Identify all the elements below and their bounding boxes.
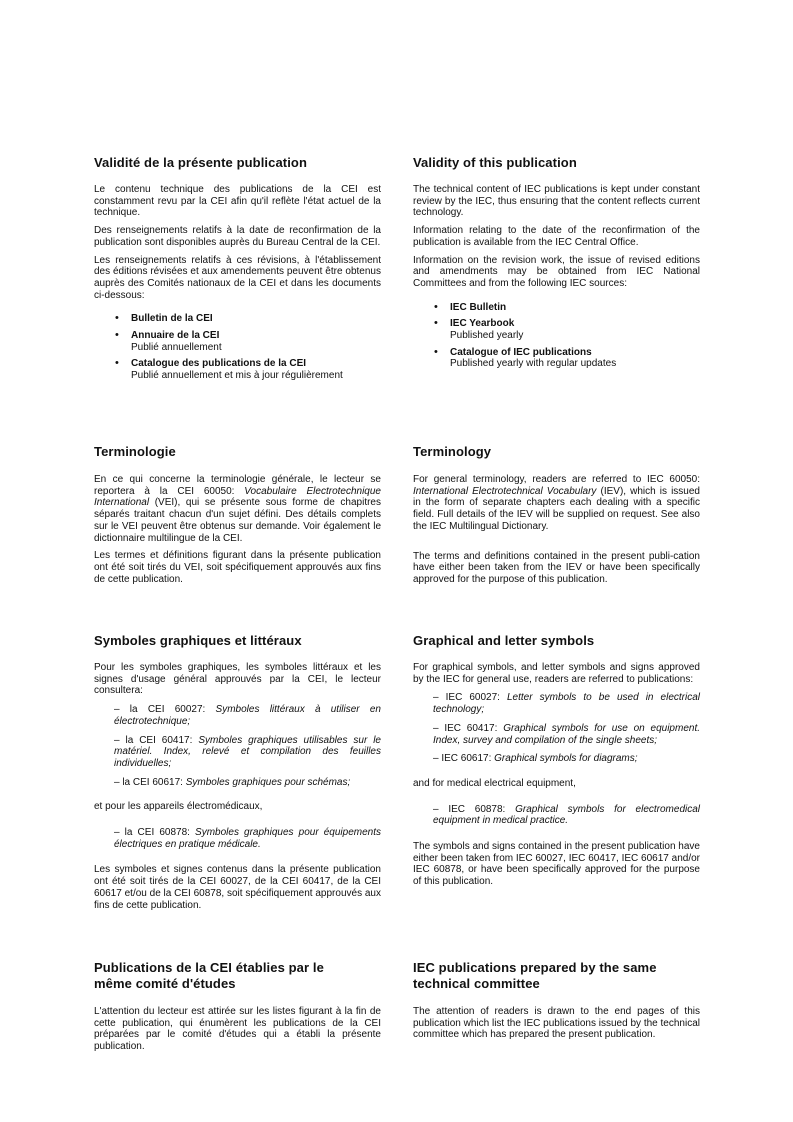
heading-line: IEC publications prepared by the same xyxy=(413,960,657,975)
paragraph: L'attention du lecteur est attirée sur les listes figurant à la fin de cette publication, qui énumèrent les publications de la CEI préparées par le comité d'études qui a établi la présente publication. xyxy=(94,1006,381,1053)
paragraph: Les renseignements relatifs à ces révisions, à l'établissement des éditions révisées et aux amendements peuvent être obtenus auprès des Comités nationaux de la CEI et dans les documents ci-dessous: xyxy=(94,254,381,301)
symbols-section xyxy=(413,633,700,894)
text-run: (VEI), qui se présente sous forme de chapitres séparés traitant chacun d'un sujet défini. Des détails complets sur le VEI peuvent être obtenus sur demande. Voir également le dictionnaire multilingue de la CEI. xyxy=(94,497,381,544)
paragraph: For graphical symbols, and letter symbols and signs approved by the IEC for general use, readers are referred to publications: xyxy=(413,662,700,685)
list-item xyxy=(94,704,381,727)
standard-ref: – la CEI 60878: xyxy=(114,827,196,839)
standards-list xyxy=(413,692,700,765)
sources-list xyxy=(413,302,700,371)
heading-line: même comité d'études xyxy=(94,976,236,991)
list-item xyxy=(413,302,700,314)
list-item xyxy=(413,347,700,370)
paragraph: and for medical electrical equipment, xyxy=(413,777,576,789)
list-item xyxy=(413,692,700,715)
paragraph xyxy=(413,474,700,533)
item-title: • Annuaire de la CEI xyxy=(131,330,220,342)
list-item xyxy=(94,330,381,353)
standard-title: Letter symbols to be used in electrical technology; xyxy=(433,692,700,716)
paragraph: The technical content of IEC publications is kept under constant review by the IEC, thus ensuring that the content reflects current technology. xyxy=(413,184,700,219)
standards-list xyxy=(94,827,381,850)
section-heading: Validité de la présente publication xyxy=(94,155,307,170)
item-title: • IEC Yearbook xyxy=(450,318,515,330)
paragraph: The attention of readers is drawn to the end pages of this publication which list the IEC publications issued by the technical committee which has prepared the present publication. xyxy=(413,1006,700,1041)
paragraph: et pour les appareils électromédicaux, xyxy=(94,801,263,813)
section-heading: Terminology xyxy=(413,444,492,459)
italic-title: Vocabulaire Electrotechnique International xyxy=(94,485,381,509)
item-subtitle: Publié annuellement et mis à jour régulièrement xyxy=(131,370,343,382)
text-run: (IEV), which is issued in the form of separate chapters each dealing with a specific field. Full details of the IEV will be supplied on request. See also the IEC Multilingual Dictionary. xyxy=(413,485,700,532)
symbols-section xyxy=(94,633,381,917)
item-subtitle: Published yearly xyxy=(450,330,524,342)
list-item xyxy=(413,723,700,746)
paragraph: The terms and definitions contained in the present publi-cation have either been taken from the IEV or have been specifically approved for the purpose of this publication. xyxy=(413,550,700,585)
standards-list xyxy=(94,704,381,788)
item-subtitle: Published yearly with regular updates xyxy=(450,358,617,370)
section-heading: Terminologie xyxy=(94,444,176,459)
heading-line: technical committee xyxy=(413,976,540,991)
terminology-section xyxy=(413,444,700,592)
item-title: • Catalogue of IEC publications xyxy=(450,346,592,358)
text-run: For general terminology, readers are referred to IEC 60050: xyxy=(413,474,700,485)
item-title: • IEC Bulletin xyxy=(450,301,507,313)
paragraph: Pour les symboles graphiques, les symboles littéraux et les signes d'usage général approuvés par la CEI, le lecteur consultera: xyxy=(94,662,381,697)
section-heading xyxy=(413,960,700,992)
section-heading: Graphical and letter symbols xyxy=(413,633,595,648)
heading-line: Publications de la CEI établies par le xyxy=(94,960,324,975)
standard-title: Symboles littéraux à utiliser en électrotechnique; xyxy=(114,704,381,727)
paragraph xyxy=(94,474,381,544)
sources-list xyxy=(94,313,381,382)
list-item xyxy=(413,804,700,827)
standard-ref: – IEC 60878: xyxy=(433,803,516,815)
standard-title: Symboles graphiques utilisables sur le matériel. Index, relevé et compilation des feuilles individuelles; xyxy=(114,734,381,769)
committee-section xyxy=(94,960,381,1059)
list-item xyxy=(94,735,381,770)
standard-title: Graphical symbols for use on equipment. Index, survey and compilation of the single sheets; xyxy=(433,722,700,746)
paragraph: Des renseignements relatifs à la date de reconfirmation de la publication sont disponibles auprès du Bureau Central de la CEI. xyxy=(94,225,381,248)
validity-section xyxy=(413,155,700,375)
standards-list xyxy=(413,804,700,827)
list-item xyxy=(94,358,381,381)
paragraph: Les termes et définitions figurant dans la présente publication ont été soit tirés du VEI, soit spécifiquement approuvés aux fins de cette publication. xyxy=(94,550,381,585)
item-subtitle: Publié annuellement xyxy=(131,341,222,353)
list-item xyxy=(94,827,381,850)
item-title: • Bulletin de la CEI xyxy=(131,313,213,325)
italic-title: International Electrotechnical Vocabulary xyxy=(413,485,597,497)
text-run: En ce qui concerne la terminologie générale, le lecteur se reportera à la CEI 60050: xyxy=(94,474,381,497)
paragraph: Le contenu technique des publications de la CEI est constamment revu par la CEI afin qu'il reflète l'état actuel de la technique. xyxy=(94,184,381,219)
section-heading: Symboles graphiques et littéraux xyxy=(94,633,302,648)
standard-title: Symboles graphiques pour schémas; xyxy=(185,776,351,788)
paragraph: The symbols and signs contained in the present publication have either been taken from IEC 60027, IEC 60417, IEC 60617 and/or IEC 60878, or have been specifically approved for the purpose of this publication. xyxy=(413,841,700,888)
paragraph: Information relating to the date of the reconfirmation of the publication is available from the IEC Central Office. xyxy=(413,225,700,248)
terminology-section xyxy=(94,444,381,591)
standard-title: Symboles graphiques pour équipements électriques en pratique médicale. xyxy=(114,827,382,850)
item-title: • Catalogue des publications de la CEI xyxy=(131,358,307,370)
paragraph: Information on the revision work, the issue of revised editions and amendments may be obtained from IEC National Committees and from the following IEC sources: xyxy=(413,254,700,289)
section-heading: Validity of this publication xyxy=(413,155,577,170)
list-item xyxy=(413,753,700,765)
standard-ref: – la CEI 60027: xyxy=(114,704,216,716)
list-item xyxy=(94,313,381,325)
standard-ref: – la CEI 60417: xyxy=(114,734,199,746)
paragraph: Les symboles et signes contenus dans la présente publication ont été soit tirés de la CEI 60027, de la CEI 60417, de la CEI 60617 et/ou de la CEI 60878, soit spécifiquement approuvés aux fins de cette publication. xyxy=(94,864,381,911)
list-item xyxy=(413,318,700,341)
standard-title: Graphical symbols for electromedical equipment in medical practice. xyxy=(433,803,701,827)
committee-section xyxy=(413,960,700,1047)
list-item xyxy=(94,777,381,789)
section-heading xyxy=(94,960,381,992)
standard-ref: – IEC 60417: xyxy=(433,722,504,734)
standard-title: Graphical symbols for diagrams; xyxy=(494,753,638,765)
standard-ref: – IEC 60617: xyxy=(433,753,495,765)
standard-ref: – IEC 60027: xyxy=(433,692,507,704)
validity-section xyxy=(94,155,381,387)
standard-ref: – la CEI 60617: xyxy=(114,776,186,788)
